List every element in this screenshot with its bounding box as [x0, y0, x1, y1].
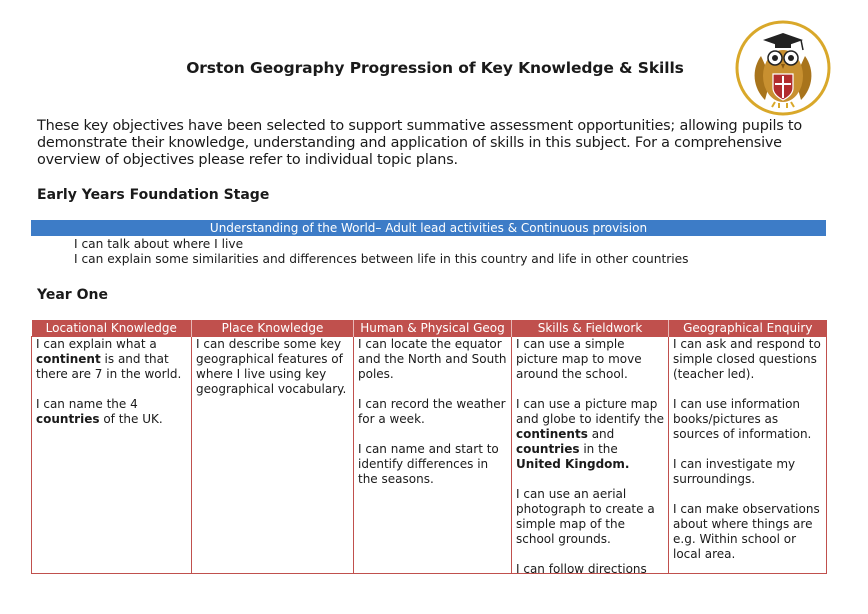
intro-line: demonstrate their knowledge, understanding and application of skills in this subject. For a comprehensive — [37, 135, 782, 151]
human-physical-geog-cell — [354, 337, 512, 574]
column-header: Locational Knowledge — [32, 320, 192, 337]
cell-paragraph: I can investigate my surroundings. — [673, 457, 796, 486]
cell-paragraph: I can use a picture map and globe to identify the continents and countries in the United Kingdom. — [516, 397, 664, 471]
intro-line: overview of objectives please refer to individual topic plans. — [37, 152, 458, 168]
eyfs-item: I can talk about where I live — [74, 237, 244, 251]
table-header-row — [32, 320, 827, 337]
cell-paragraph: I can explain what a continent is and that there are 7 in the world. — [36, 337, 182, 381]
table-row — [32, 337, 827, 574]
owl-crest-logo — [735, 20, 831, 116]
column-header: Place Knowledge — [192, 320, 354, 337]
geographical-enquiry-cell — [669, 337, 827, 574]
year-one-table — [31, 320, 827, 574]
intro-line: These key objectives have been selected to support summative assessment opportunities; allowing pupils to — [37, 118, 802, 134]
cell-paragraph: I can use an aerial photograph to create a simple map of the school grounds. — [516, 487, 655, 546]
cell-paragraph: I can follow directions — [516, 562, 647, 573]
cell-paragraph: I can name and start to identify differences in the seasons. — [358, 442, 499, 486]
eyfs-item: I can explain some similarities and differences between life in this country and life in other countries — [74, 252, 689, 266]
intro-paragraph — [37, 118, 827, 169]
column-header: Geographical Enquiry — [669, 320, 827, 337]
cell-paragraph: I can record the weather for a week. — [358, 397, 506, 426]
cell-paragraph: I can make observations about where things are e.g. Within school or local area. — [673, 502, 820, 561]
place-knowledge-cell — [192, 337, 354, 574]
cell-paragraph: I can name the 4 countries of the UK. — [36, 397, 163, 426]
cell-paragraph: I can describe some key geographical features of where I live using key geographical vocabulary. — [196, 337, 347, 396]
owl-icon — [735, 20, 831, 116]
locational-knowledge-cell — [32, 337, 192, 574]
cell-paragraph: I can ask and respond to simple closed questions (teacher led). — [673, 337, 821, 381]
cell-paragraph: I can use information books/pictures as sources of information. — [673, 397, 812, 441]
page-title: Orston Geography Progression of Key Knowledge & Skills — [186, 59, 684, 77]
eyfs-banner: Understanding of the World– Adult lead activities & Continuous provision — [31, 220, 826, 236]
eyfs-heading: Early Years Foundation Stage — [37, 187, 270, 203]
year-one-heading: Year One — [37, 287, 108, 303]
cell-paragraph: I can locate the equator and the North and South poles. — [358, 337, 507, 381]
column-header: Human & Physical Geog — [354, 320, 512, 337]
skills-fieldwork-cell — [512, 337, 669, 574]
column-header: Skills & Fieldwork — [512, 320, 669, 337]
cell-paragraph: I can use a simple picture map to move around the school. — [516, 337, 642, 381]
